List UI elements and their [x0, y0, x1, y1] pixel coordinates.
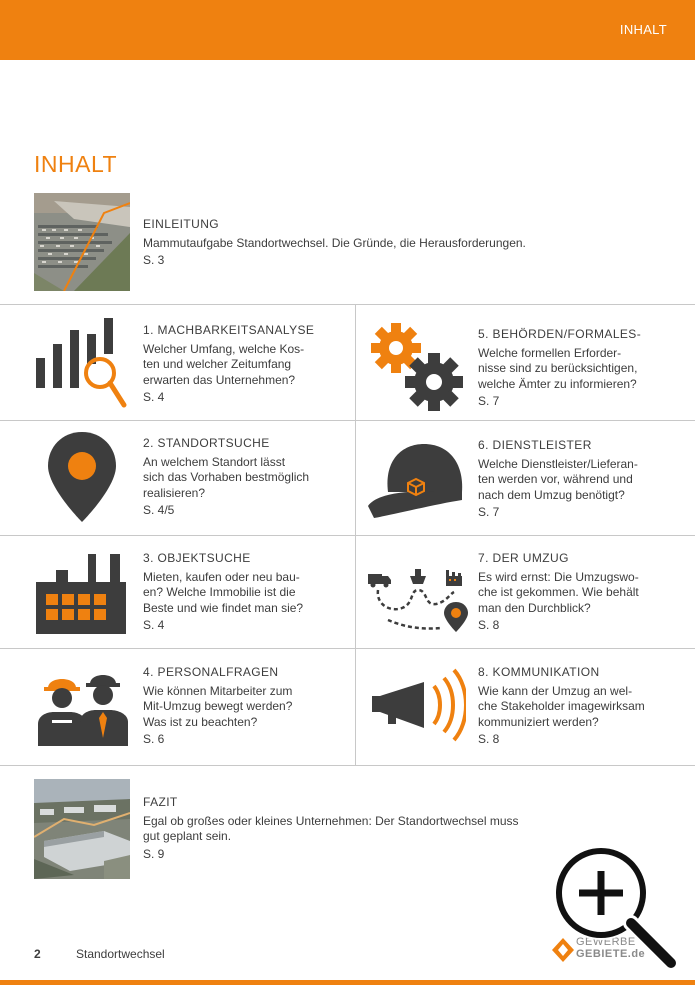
entry-heading: FAZIT: [143, 795, 178, 809]
entry-heading: 2. STANDORTSUCHE: [143, 436, 270, 450]
cap-icon: [366, 440, 468, 520]
route-icon: [366, 562, 468, 634]
entry-heading: 3. OBJEKTSUCHE: [143, 551, 251, 565]
entry-line: kommuniziert werden?: [478, 714, 599, 729]
entry-line: Welche Dienstleister/Lieferan-: [478, 456, 638, 471]
intro-photo: [34, 193, 130, 291]
entry-page: S. 7: [478, 505, 500, 519]
header-bar: [0, 0, 695, 60]
entry-line: Welche formellen Erforder-: [478, 345, 622, 360]
entry-line: realisieren?: [143, 485, 206, 500]
entry-line: Beste und wie findet man sie?: [143, 600, 304, 615]
entry-page: S. 4/5: [143, 503, 175, 517]
zoom-in-icon[interactable]: [551, 843, 681, 973]
entry-line: nach dem Umzug benötigt?: [478, 487, 625, 502]
entry-page: S. 6: [143, 732, 165, 746]
entry-heading: 6. DIENSTLEISTER: [478, 438, 592, 452]
entry-line: An welchem Standort lässt: [143, 454, 286, 469]
entry-heading: EINLEITUNG: [143, 217, 220, 231]
header-label: INHALT: [619, 22, 667, 37]
entry-page: S. 3: [143, 253, 165, 267]
entry-line: Mit-Umzug bewegt werden?: [143, 699, 293, 713]
gears-icon: [370, 320, 466, 414]
entry-line: man den Durchblick?: [478, 600, 591, 615]
logo-text-line2: GEBIETE.de: [576, 948, 646, 960]
toc-entry-4[interactable]: [143, 665, 343, 748]
toc-entry-2[interactable]: [143, 436, 343, 519]
entry-heading: 8. KOMMUNIKATION: [478, 665, 600, 679]
entry-page: S. 9: [143, 846, 165, 861]
entry-heading: 1. MACHBARKEITSANALYSE: [143, 323, 315, 337]
entry-line: Welcher Umfang, welche Kos-: [143, 341, 305, 356]
toc-entry-1[interactable]: [143, 323, 343, 406]
toc-entry-7[interactable]: [478, 551, 683, 634]
page-title: INHALT: [34, 151, 118, 177]
footer-title: Standortwechsel: [76, 947, 165, 961]
entry-page: S. 8: [478, 732, 500, 746]
column-divider: [355, 304, 356, 765]
toc-entry-5[interactable]: [478, 327, 683, 410]
entry-page: S. 4: [143, 390, 165, 404]
entry-line: Egal ob großes oder kleines Unternehmen: Der Standortwechsel muss: [143, 813, 519, 828]
intro-entry[interactable]: [143, 217, 663, 269]
divider: [0, 304, 695, 305]
entry-line: en? Welche Immobilie ist die: [143, 585, 296, 599]
footer-page-number: 2: [34, 947, 41, 961]
entry-line: Wie können Mitarbeiter zum: [143, 683, 293, 698]
toc-entry-8[interactable]: [478, 665, 683, 748]
entry-line: nisse sind zu berücksichtigen,: [478, 361, 638, 375]
entry-page: S. 4: [143, 618, 165, 632]
divider: [0, 765, 695, 766]
entry-line: ten werden vor, während und: [478, 472, 633, 486]
entry-heading: 7. DER UMZUG: [478, 551, 569, 565]
entry-page: S. 7: [478, 394, 500, 408]
entry-line: Wie kann der Umzug an wel-: [478, 683, 633, 698]
workers-icon: [34, 668, 132, 748]
entry-line: sich das Vorhaben bestmöglich: [143, 470, 310, 484]
logo-text-line1: GEWERBE: [576, 936, 636, 948]
divider: [0, 535, 695, 536]
entry-line: Mieten, kaufen oder neu bau-: [143, 569, 300, 584]
megaphone-icon: [370, 668, 466, 742]
entry-line: Was ist zu beachten?: [143, 714, 258, 729]
bar-chart-magnifier-icon: [34, 316, 130, 410]
bottom-bar: [0, 980, 695, 985]
entry-line: Es wird ernst: Die Umzugswo-: [478, 569, 639, 584]
toc-entry-6[interactable]: [478, 438, 683, 521]
entry-line: che ist gekommen. Wie behält: [478, 585, 639, 599]
factory-icon: [36, 552, 128, 636]
fazit-photo: [34, 779, 130, 879]
entry-heading: 4. PERSONALFRAGEN: [143, 665, 279, 679]
toc-entry-3[interactable]: [143, 551, 343, 634]
entry-line: ten und welcher Zeitumfang: [143, 357, 292, 371]
entry-heading: 5. BEHÖRDEN/FORMALES-: [478, 327, 642, 341]
map-pin-icon: [46, 430, 118, 524]
entry-page: S. 8: [478, 618, 500, 632]
divider: [0, 420, 695, 421]
entry-line: che Stakeholder imagewirksam: [478, 699, 645, 713]
entry-description: Mammutaufgabe Standortwechsel. Die Gründe, die Herausforderungen.: [143, 235, 526, 250]
divider: [0, 648, 695, 649]
entry-line: gut geplant sein.: [143, 829, 232, 843]
entry-line: erwarten das Unternehmen?: [143, 372, 296, 387]
entry-line: welche Ämter zu informieren?: [478, 376, 637, 391]
